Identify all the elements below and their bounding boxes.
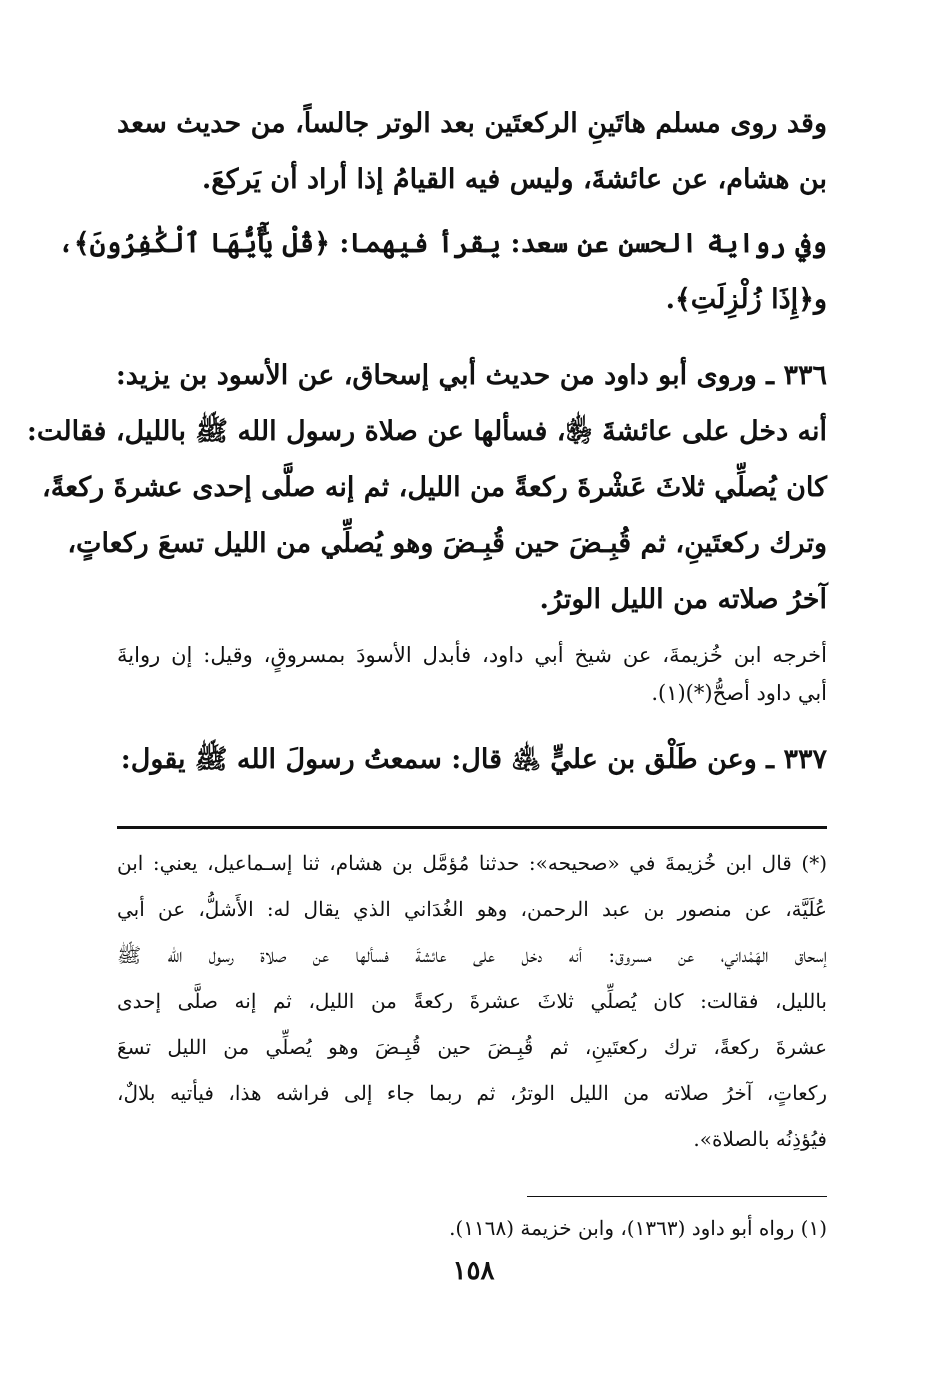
editor-footnote: [117, 840, 827, 1162]
text-line: وفي رواية الحسن عن سعد: يقرأ فيهما: ﴿قُلْ يَٰٓأَيُّهَا ٱلْكَٰفِرُونَ﴾،: [58, 228, 827, 259]
footnote-line: فيُؤذِنُه بالصلاة».: [693, 1127, 827, 1151]
text-line: أنه دخل على عائشةَ ﵂، فسألها عن صلاة رسول الله ﷺ بالليل، فقالت:: [26, 416, 827, 447]
hadith-336-line: ٣٣٦ ـ وروى أبو داود من حديث أبي إسحاق، عن الأسود بن يزيد:: [115, 360, 827, 391]
endnote-separator: [527, 1196, 827, 1197]
footnote-separator: [117, 826, 827, 829]
main-text: [26, 96, 827, 788]
footnote-line: ركعاتٍ، آخرُ صلاته من الليل الوترُ، ثم ربما جاء إلى فراشه هذا، فيأتيه بلالٌ،: [117, 1081, 827, 1105]
page-number: ١٥٨: [452, 1256, 495, 1286]
footnote-line: عشرةَ ركعةً، ترك ركعتَينِ، ثم قُبِـضَ حين قُبِـضَ وهو يُصلِّي من الليل تسعَ: [117, 1035, 827, 1059]
text-line: بن هشام، عن عائشةَ، وليس فيه القيامُ إذا أراد أن يَركعَ.: [201, 164, 827, 195]
footnote-line: إسحاق الهَمْداني، عن مسروق: أنه دخل على عائشةَ فسألها عن صلاة رسول الله ﷺ: [117, 943, 827, 967]
text-line: آخرُ صلاته من الليل الوترُ.: [539, 584, 827, 615]
text-line: وترك ركعتَينِ، ثم قُبِـضَ حين قُبِـضَ وهو يُصلِّي من الليل تسعَ ركعاتٍ،: [67, 528, 827, 559]
footnote-line: عُلَيَّة، عن منصور بن عبد الرحمن، وهو الغُدَاني الذي يقال له: الأَشلُّ، عن أبي: [117, 897, 827, 921]
endnote: (١) رواه أبو داود (١٣٦٣)، وابن خزيمة (١١٦٨).: [449, 1216, 827, 1240]
takhrij-note-line: أبي داود أصحُّ(*)(١).: [651, 681, 827, 705]
text-line: كان يُصلِّي ثلاثَ عَشْرةَ ركعةً من الليل، ثم إنه صلَّى إحدى عشرةَ ركعةً،: [42, 472, 827, 503]
text-line: و﴿إِذَا زُلْزِلَتِ﴾.: [665, 284, 827, 315]
hadith-337-line: ٣٣٧ ـ وعن طَلْق بن عليٍّ ﵁ قال: سمعتُ رسولَ الله ﷺ يقول:: [120, 744, 827, 775]
takhrij-note-line: أخرجه ابن خُزيمةَ، عن شيخ أبي داود، فأبدل الأسودَ بمسروقٍ، وقيل: إن روايةَ: [117, 643, 827, 667]
text-line: وقد روى مسلم هاتَينِ الركعتَين بعد الوتر جالساً، من حديث سعد: [117, 108, 827, 139]
footnote-line: (*) قال ابن خُزيمةَ في «صحيحه»: حدثنا مُؤمَّل بن هشام، ثنا إسـماعيل، يعني: ابن: [117, 851, 827, 875]
footnote-line: بالليل، فقالت: كان يُصلِّي ثلاثَ عشرةَ ركعةً من الليل، ثم إنه صلَّى إحدى: [117, 989, 827, 1013]
